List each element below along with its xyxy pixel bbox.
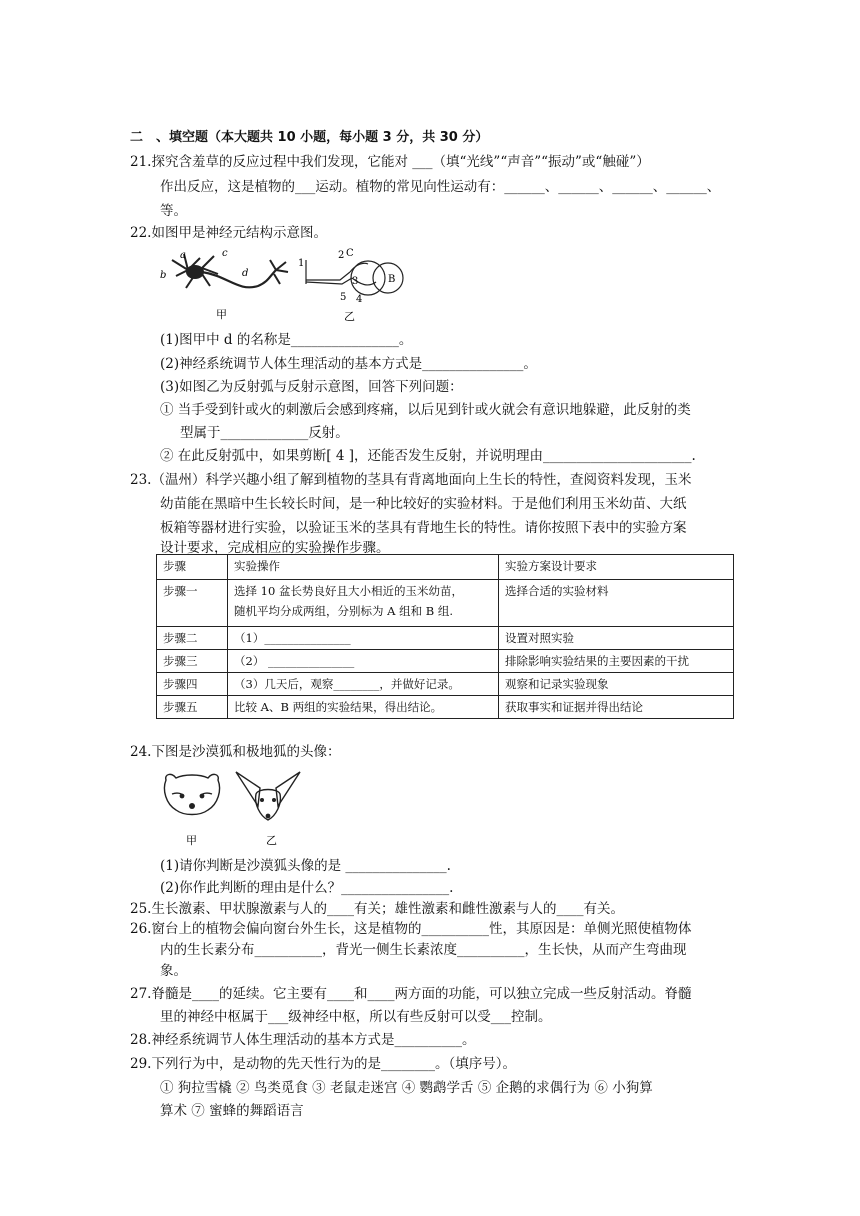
label-jia: 甲 xyxy=(216,308,227,321)
table-cell: 步骤四 xyxy=(157,673,228,696)
label-C: C xyxy=(346,248,354,259)
experiment-table xyxy=(156,554,734,719)
table-header: 实验方案设计要求 xyxy=(499,555,734,580)
q24-stem: 24.下图是沙漠狐和极地狐的头像： xyxy=(130,744,341,760)
q22-s4b: 型属于_____________反射。 xyxy=(180,425,349,441)
q29-l2: ① 狗拉雪橇 ② 鸟类觅食 ③ 老鼠走迷宫 ④ 鹦鹉学舌 ⑤ 企鹅的求偶行为 ⑥ 小狗算 xyxy=(160,1080,653,1096)
table-cell: （3）几天后，观察________，并做好记录。 xyxy=(228,673,499,696)
table-cell: 比较 A、B 两组的实验结果，得出结论。 xyxy=(228,696,499,719)
q29-l3: 算术 ⑦ 蜜蜂的舞蹈语言 xyxy=(160,1103,304,1119)
table-cell: 获取事实和证据并得出结论 xyxy=(499,696,734,719)
label-jia: 甲 xyxy=(186,834,197,847)
q23-l3: 板箱等器材进行实验，以验证玉米的茎具有背地生长的特性。请你按照下表中的实验方案 xyxy=(160,520,687,536)
q29-l1: 29.下列行为中，是动物的先天性行为的是________。（填序号）。 xyxy=(130,1056,516,1072)
label-yi: 乙 xyxy=(266,834,277,847)
q22-stem: 22.如图甲是神经元结构示意图。 xyxy=(130,225,327,241)
label-yi: 乙 xyxy=(344,310,355,323)
table-row xyxy=(157,673,734,696)
table-header-row xyxy=(157,555,734,580)
q27-l1: 27.脊髓是____的延续。它主要有____和____两方面的功能，可以独立完成一些反射活动。脊髓 xyxy=(130,986,692,1002)
neuron-diagram xyxy=(158,246,298,324)
table-cell-line: 选择 10 盆长势良好且大小相近的玉米幼苗， xyxy=(234,584,463,598)
label-3: 3 xyxy=(352,276,359,287)
desert-fox-icon xyxy=(236,772,300,820)
table-row xyxy=(157,627,734,650)
table-cell: 步骤三 xyxy=(157,650,228,673)
reflex-arc-diagram xyxy=(290,244,420,324)
q27-l2: 里的神经中枢属于___级神经中枢，所以有些反射可以受___控制。 xyxy=(160,1009,552,1025)
label-b: b xyxy=(160,270,167,281)
q24-s2: (2)你作此判断的理由是什么？________________. xyxy=(160,880,454,896)
table-cell: （1）_______________ xyxy=(228,627,499,650)
table-cell: 步骤五 xyxy=(157,696,228,719)
label-2: 2 xyxy=(338,250,345,261)
table-cell: 步骤二 xyxy=(157,627,228,650)
q26-l1: 26.窗台上的植物会偏向窗台外生长，这是植物的__________性，其原因是：单侧光照使植物体 xyxy=(130,921,692,937)
table-cell: 选择合适的实验材料 xyxy=(499,580,734,627)
label-4: 4 xyxy=(356,294,363,305)
table-header: 实验操作 xyxy=(228,555,499,580)
q22-s4a: ① 当手受到针或火的刺激后会感到疼痛，以后见到针或火就会有意识地躲避，此反射的类 xyxy=(160,402,691,418)
q22-s2: (2)神经系统调节人体生理活动的基本方式是_______________。 xyxy=(160,356,537,372)
q23-l2: 幼苗能在黑暗中生长较长时间，是一种比较好的实验材料。于是他们利用玉米幼苗、大纸 xyxy=(160,496,687,512)
q22-s5: ② 在此反射弧中，如果剪断[ 4 ]，还能否发生反射，并说明理由______________________. xyxy=(160,448,696,464)
table-cell xyxy=(228,580,499,627)
table-cell: 观察和记录实验现象 xyxy=(499,673,734,696)
table-row xyxy=(157,650,734,673)
label-B: B xyxy=(388,274,396,285)
table-row xyxy=(157,696,734,719)
label-a: a xyxy=(180,250,186,261)
table-cell: 设置对照实验 xyxy=(499,627,734,650)
table-cell-line: 随机平均分成两组，分别标为 A 组和 B 组. xyxy=(234,604,454,618)
q22-s1: (1)图甲中 d 的名称是________________。 xyxy=(160,332,413,348)
table-cell: 排除影响实验结果的主要因素的干扰 xyxy=(499,650,734,673)
q23-l4: 设计要求，完成相应的实验操作步骤。 xyxy=(160,540,390,556)
fox-heads-figure xyxy=(160,768,310,850)
q26-l3: 象。 xyxy=(160,963,187,979)
q28: 28.神经系统调节人体生理活动的基本方式是__________。 xyxy=(130,1032,476,1048)
q21-line2: 作出反应，这是植物的___运动。植物的常见向性运动有：______、______、______、______、 xyxy=(160,179,721,195)
q25: 25.生长激素、甲状腺激素与人的____有关；雄性激素和雌性激素与人的____有关。 xyxy=(130,901,624,917)
q22-s3: (3)如图乙为反射弧与反射示意图，回答下列问题： xyxy=(160,379,463,395)
label-d: d xyxy=(242,268,249,279)
q26-l2: 内的生长素分布__________，背光一侧生长素浓度__________，生长快，从而产生弯曲现 xyxy=(160,942,687,958)
q23-l1: 23.（温州）科学兴趣小组了解到植物的茎具有背离地面向上生长的特性，查阅资料发现，玉米 xyxy=(130,472,692,488)
label-c: c xyxy=(222,248,228,259)
label-5: 5 xyxy=(340,292,347,303)
table-cell: 步骤一 xyxy=(157,580,228,627)
table-header: 步骤 xyxy=(157,555,228,580)
q21-line3: 等。 xyxy=(160,203,187,219)
label-1: 1 xyxy=(298,258,305,269)
q21-line1: 21.探究含羞草的反应过程中我们发现，它能对 ___（填“光线”“声音”“振动”或“触碰”） xyxy=(130,154,650,170)
section-title: 二 、填空题（本大题共 10 小题，每小题 3 分，共 30 分） xyxy=(130,130,489,145)
table-cell: （2） _______________ xyxy=(228,650,499,673)
q24-s1: (1)请你判断是沙漠狐头像的是 _______________. xyxy=(160,858,451,874)
table-row xyxy=(157,580,734,627)
